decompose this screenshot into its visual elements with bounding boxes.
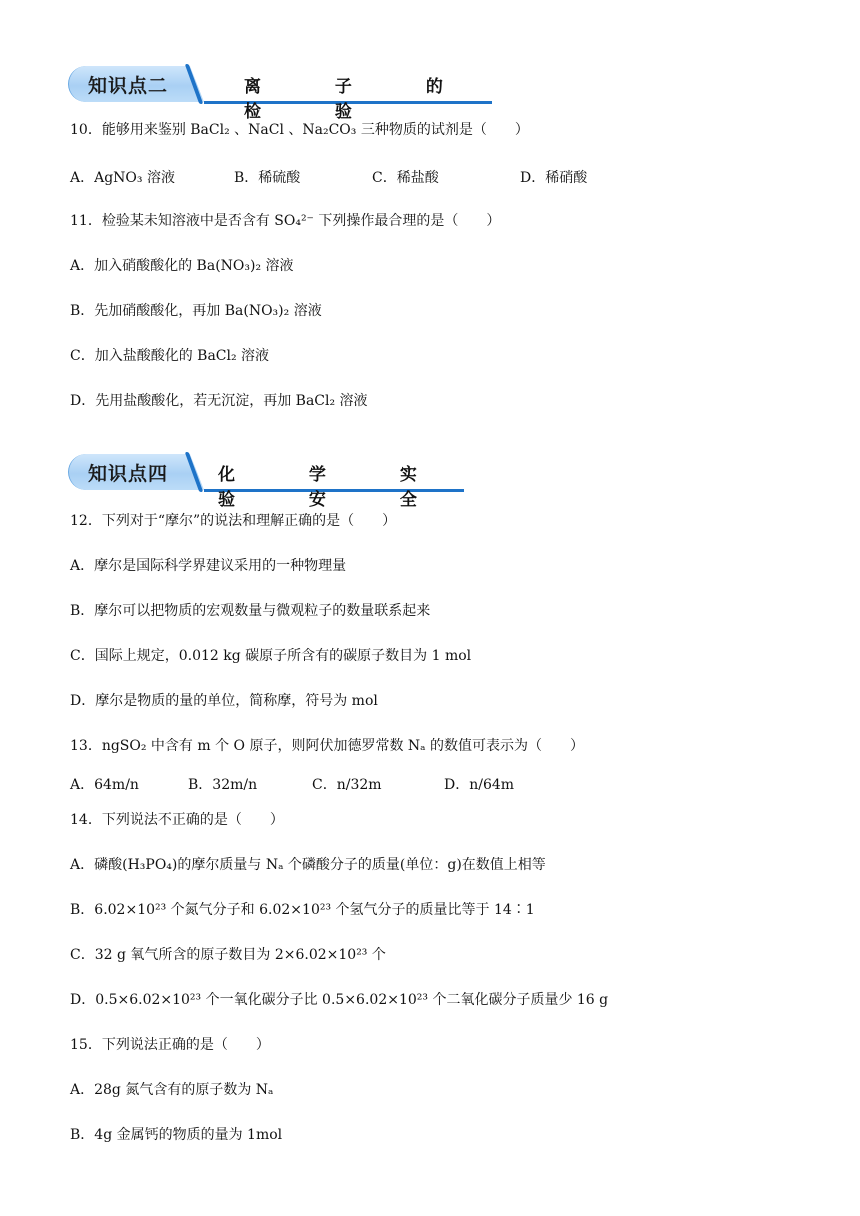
question-14-stem: 14．下列说法不正确的是（ ） xyxy=(70,812,284,828)
option-c: C．稀盐酸 xyxy=(372,170,439,186)
option-a: A．64m/n xyxy=(70,777,139,793)
option-d: D．n/64m xyxy=(444,777,515,793)
section-title: 离 子 的 检 验 xyxy=(244,77,465,122)
question-11-option-a: A．加入硝酸酸化的 Ba(NO₃)₂ 溶液 xyxy=(70,258,294,274)
question-12-option-b: B．摩尔可以把物质的宏观数量与微观粒子的数量联系起来 xyxy=(70,603,431,619)
section-header-ion-test xyxy=(68,64,492,122)
question-10-stem: 10．能够用来鉴别 BaCl₂ 、NaCl 、Na₂CO₃ 三种物质的试剂是（ ） xyxy=(70,122,529,138)
section-tag-label: 知识点二 xyxy=(88,75,169,97)
question-13-options xyxy=(70,774,670,792)
question-11-option-c: C．加入盐酸酸化的 BaCl₂ 溶液 xyxy=(70,348,270,364)
question-12-option-a: A．摩尔是国际科学界建议采用的一种物理量 xyxy=(70,558,347,574)
question-12-option-c: C．国际上规定，0.012 kg 碳原子所含有的碳原子数目为 1 mol xyxy=(70,648,472,664)
question-12-stem: 12．下列对于“摩尔”的说法和理解正确的是（ ） xyxy=(70,513,397,529)
question-11-option-b: B．先加硝酸酸化，再加 Ba(NO₃)₂ 溶液 xyxy=(70,303,322,319)
option-d: D．稀硝酸 xyxy=(520,170,588,186)
question-14-option-c: C．32 g 氧气所含的原子数目为 2×6.02×10²³ 个 xyxy=(70,947,386,963)
question-15-option-b: B．4g 金属钙的物质的量为 1mol xyxy=(70,1127,283,1143)
section-tag-label: 知识点四 xyxy=(88,463,169,485)
question-11-option-d: D．先用盐酸酸化，若无沉淀，再加 BaCl₂ 溶液 xyxy=(70,393,368,409)
question-14-option-d: D．0.5×6.02×10²³ 个一氧化碳分子比 0.5×6.02×10²³ 个二氧化碳分子质量少 16 g xyxy=(70,992,609,1008)
question-12-option-d: D．摩尔是物质的量的单位，简称摩，符号为 mol xyxy=(70,693,378,709)
question-13-stem: 13．ngSO₂ 中含有 m 个 O 原子，则阿伏加德罗常数 Nₐ 的数值可表示为（ ） xyxy=(70,738,585,754)
section-title: 化 学 实 验 安 全 xyxy=(218,465,439,510)
question-14-option-b: B．6.02×10²³ 个氮气分子和 6.02×10²³ 个氢气分子的质量比等于 14∶1 xyxy=(70,902,535,918)
section-header-lab-safety xyxy=(68,452,464,510)
option-b: B．稀硫酸 xyxy=(234,170,301,186)
question-10-options xyxy=(70,167,770,185)
question-15-stem: 15．下列说法正确的是（ ） xyxy=(70,1037,270,1053)
question-14-option-a: A．磷酸(H₃PO₄)的摩尔质量与 Nₐ 个磷酸分子的质量(单位：g)在数值上相等 xyxy=(70,857,546,873)
option-b: B．32m/n xyxy=(188,777,258,793)
option-c: C．n/32m xyxy=(312,777,382,793)
question-15-option-a: A．28g 氮气含有的原子数为 Nₐ xyxy=(70,1082,274,1098)
option-a: A．AgNO₃ 溶液 xyxy=(70,170,175,186)
question-11-stem: 11．检验某未知溶液中是否含有 SO₄²⁻ 下列操作最合理的是（ ） xyxy=(70,213,501,229)
